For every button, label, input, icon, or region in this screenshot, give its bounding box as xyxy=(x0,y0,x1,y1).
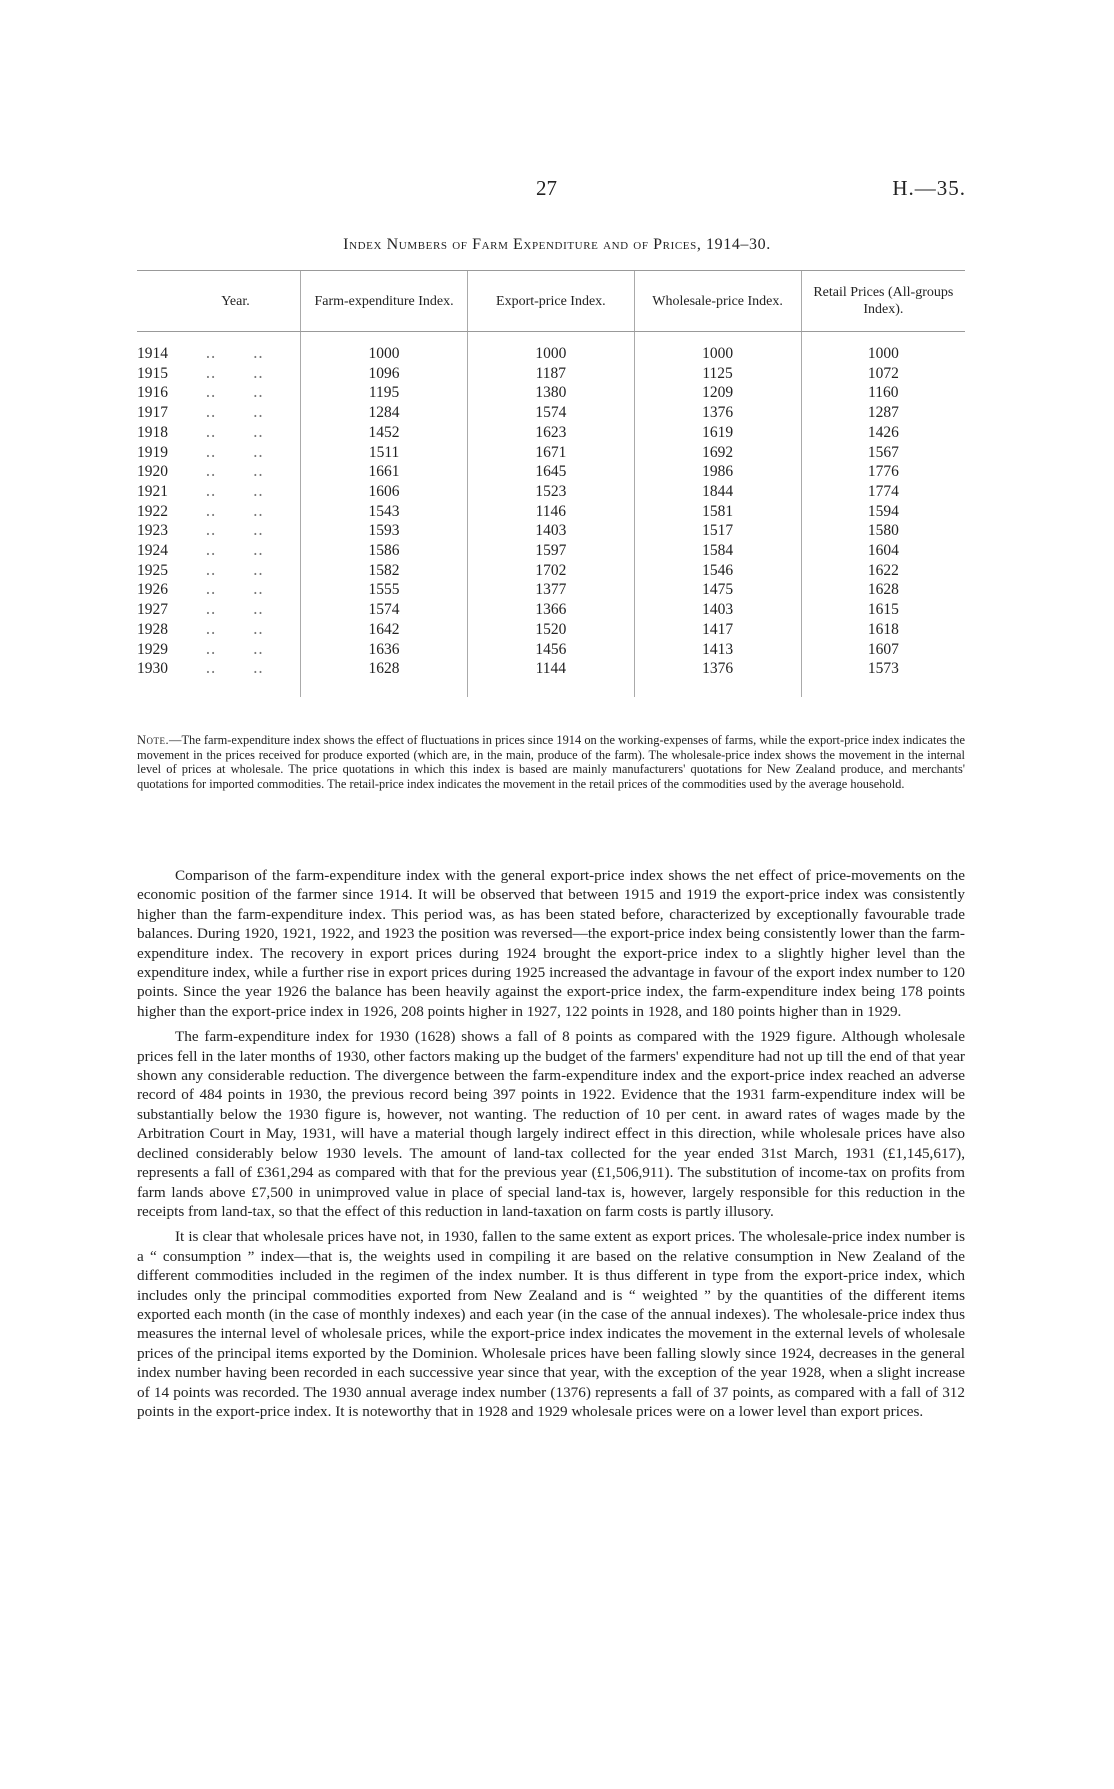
cell-retail-prices: 1615 xyxy=(801,600,965,620)
spacer-cell xyxy=(137,679,205,697)
cell-wholesale-price: 1209 xyxy=(634,383,801,403)
cell-year: 1923 xyxy=(137,522,168,540)
table-row xyxy=(137,383,965,403)
cell-year: 1917 xyxy=(137,404,168,422)
cell-year: 1919 xyxy=(137,443,168,461)
table-row xyxy=(137,502,965,522)
cell-retail-prices: 1000 xyxy=(801,332,965,364)
table-row xyxy=(137,423,965,443)
note-lead: Note. xyxy=(137,733,170,747)
cell-wholesale-price: 1619 xyxy=(634,423,801,443)
table-title: Index Numbers of Farm Expenditure and of Prices, 1914–30. xyxy=(343,236,771,253)
cell-farm-expenditure: 1511 xyxy=(300,443,467,463)
leader-dots: ‥ ‥ xyxy=(205,463,266,481)
cell-retail-prices: 1580 xyxy=(801,521,965,541)
index-numbers-table xyxy=(137,270,965,697)
table-row xyxy=(137,620,965,640)
leader-dots: ‥ ‥ xyxy=(205,561,266,579)
cell-retail-prices: 1607 xyxy=(801,640,965,660)
cell-export-price: 1377 xyxy=(468,580,634,600)
table-row xyxy=(137,600,965,620)
cell-wholesale-price: 1581 xyxy=(634,502,801,522)
cell-wholesale-price: 1517 xyxy=(634,521,801,541)
cell-export-price: 1456 xyxy=(468,640,634,660)
column-header-wholesale-price: Wholesale-price Index. xyxy=(634,271,801,332)
leader-dots: ‥ ‥ xyxy=(205,620,266,638)
paragraph: Comparison of the farm-expenditure index with the general export-price index shows the net effect of price-movements on the economic position of the farmer since 1914. It will be observed that between 1915 and 1919 the export-price index was consistently higher than the farm-expenditure index. This period was, as has been stated before, characterized by exceptionally favourable trade balances. During 1920, 1921, 1922, and 1923 the position was reversed—the export-price index being consistently lower than the farm-expenditure index. The recovery in export prices during 1924 brought the export-price index to a slightly higher level than the expenditure index, while a further rise in export prices during 1925 increased the advantage in favour of the export index number to 120 points. Since the year 1926 the balance has been heavily against the export-price index, the farm-expenditure index being 178 points higher than the export-price index in 1926, 208 points higher in 1927, 122 points in 1928, and 180 points higher than in 1929. xyxy=(137,867,965,1020)
table-row xyxy=(137,640,965,660)
cell-retail-prices: 1628 xyxy=(801,580,965,600)
leader-dots: ‥ ‥ xyxy=(205,660,266,678)
cell-farm-expenditure: 1606 xyxy=(300,482,467,502)
cell-farm-expenditure: 1661 xyxy=(300,462,467,482)
leader-dots: ‥ ‥ xyxy=(205,502,266,520)
document-reference: H.—35. xyxy=(892,176,966,200)
cell-wholesale-price: 1546 xyxy=(634,561,801,581)
cell-farm-expenditure: 1574 xyxy=(300,600,467,620)
leader-dots: ‥ ‥ xyxy=(205,482,266,500)
cell-export-price: 1000 xyxy=(468,332,634,364)
cell-year: 1929 xyxy=(137,640,168,658)
cell-export-price: 1574 xyxy=(468,403,634,423)
table-row xyxy=(137,482,965,502)
cell-wholesale-price: 1413 xyxy=(634,640,801,660)
cell-export-price: 1380 xyxy=(468,383,634,403)
cell-farm-expenditure: 1642 xyxy=(300,620,467,640)
cell-wholesale-price: 1000 xyxy=(634,332,801,364)
table-row xyxy=(137,541,965,561)
table-body xyxy=(137,332,965,697)
cell-retail-prices: 1287 xyxy=(801,403,965,423)
cell-export-price: 1403 xyxy=(468,521,634,541)
leader-dots: ‥ ‥ xyxy=(205,364,266,382)
cell-wholesale-price: 1692 xyxy=(634,443,801,463)
cell-export-price: 1671 xyxy=(468,443,634,463)
table-header-row xyxy=(137,271,965,332)
cell-farm-expenditure: 1543 xyxy=(300,502,467,522)
cell-wholesale-price: 1475 xyxy=(634,580,801,600)
leader-dots: ‥ ‥ xyxy=(205,601,266,619)
cell-export-price: 1144 xyxy=(468,659,634,679)
cell-retail-prices: 1622 xyxy=(801,561,965,581)
cell-retail-prices: 1160 xyxy=(801,383,965,403)
cell-year: 1926 xyxy=(137,581,168,599)
cell-retail-prices: 1426 xyxy=(801,423,965,443)
table-row xyxy=(137,332,965,364)
cell-farm-expenditure: 1195 xyxy=(300,383,467,403)
paragraph: The farm-expenditure index for 1930 (1628) shows a fall of 8 points as compared with the 1929 figure. Although wholesale prices fell in the later months of 1930, other factors making up the budget of the farmers' expenditure had not up till the end of that year shown any considerable reduction. The divergence between the farm-expenditure index and the export-price index reached an adverse record of 484 points in 1930, the previous record being 397 points in 1922. Evidence that the 1931 farm-expenditure index will be substantially below the 1930 figure is, however, not wanting. The reduction of 10 per cent. in award rates of wages made by the Arbitration Court in May, 1931, will have a material though largely indirect effect in this direction, while wholesale prices have also declined considerably below 1930 levels. The amount of land-tax collected for the year ended 31st March, 1931 (£1,145,617), represents a fall of £361,294 as compared with that for the previous year (£1,506,911). The substitution of income-tax on profits from farm lands above £7,500 in unimproved value in place of special land-tax is, however, largely responsible for this reduction in the receipts from land-tax, so that the effect of this reduction in land-taxation on farm costs is partly illusory. xyxy=(137,1028,965,1220)
column-header-retail-prices: Retail Prices (All-groups Index). xyxy=(801,271,965,332)
cell-year: 1918 xyxy=(137,423,168,441)
cell-wholesale-price: 1403 xyxy=(634,600,801,620)
leader-dots: ‥ ‥ xyxy=(205,345,266,362)
cell-farm-expenditure: 1096 xyxy=(300,364,467,384)
cell-year: 1930 xyxy=(137,660,168,678)
cell-farm-expenditure: 1284 xyxy=(300,403,467,423)
cell-year: 1928 xyxy=(137,620,168,638)
cell-retail-prices: 1573 xyxy=(801,659,965,679)
table-row xyxy=(137,561,965,581)
cell-export-price: 1520 xyxy=(468,620,634,640)
leader-dots: ‥ ‥ xyxy=(205,522,266,540)
leader-dots: ‥ ‥ xyxy=(205,423,266,441)
column-header-export-price: Export-price Index. xyxy=(468,271,634,332)
cell-year: 1915 xyxy=(137,364,168,382)
cell-farm-expenditure: 1628 xyxy=(300,659,467,679)
cell-export-price: 1623 xyxy=(468,423,634,443)
cell-year: 1921 xyxy=(137,482,168,500)
table-spacer-row xyxy=(137,679,965,697)
cell-retail-prices: 1618 xyxy=(801,620,965,640)
cell-farm-expenditure: 1582 xyxy=(300,561,467,581)
cell-year: 1924 xyxy=(137,542,168,560)
leader-dots: ‥ ‥ xyxy=(205,640,266,658)
cell-year: 1914 xyxy=(137,345,168,362)
cell-retail-prices: 1774 xyxy=(801,482,965,502)
cell-year: 1927 xyxy=(137,601,168,619)
table-row xyxy=(137,521,965,541)
leader-dots: ‥ ‥ xyxy=(205,542,266,560)
table-row xyxy=(137,462,965,482)
table-note xyxy=(137,733,965,791)
cell-wholesale-price: 1376 xyxy=(634,659,801,679)
cell-wholesale-price: 1584 xyxy=(634,541,801,561)
cell-wholesale-price: 1417 xyxy=(634,620,801,640)
paragraph: It is clear that wholesale prices have not, in 1930, fallen to the same extent as export prices. The wholesale-price index number is a “ consumption ” index—that is, the weights used in compiling it are based on the relative consumption in New Zealand of the different commodities included in the regimen of the index number. It is thus different in type from the export-price index, which includes only the principal commodities exported from New Zealand and is “ weighted ” by the quantities of the different items exported each month (in the case of monthly indexes) and each year (in the case of the annual indexes). The wholesale-price index thus measures the internal level of wholesale prices, while the export-price index indicates the movement in the external levels of wholesale prices of the principal items exported by the Dominion. Wholesale prices have been falling slowly since 1924, decreases in the general index number having been recorded in each successive year since that year, with the exception of the year 1928, when a slight increase of 14 points was recorded. The 1930 annual average index number (1376) represents a fall of 37 points, as compared with a fall of 312 points in the export-price index. It is noteworthy that in 1928 and 1929 wholesale prices were on a lower level than export prices. xyxy=(137,1228,965,1420)
cell-year: 1916 xyxy=(137,384,168,402)
leader-dots: ‥ ‥ xyxy=(205,443,266,461)
spacer-cell xyxy=(468,679,634,697)
cell-wholesale-price: 1844 xyxy=(634,482,801,502)
cell-farm-expenditure: 1593 xyxy=(300,521,467,541)
spacer-cell xyxy=(801,679,965,697)
column-header-year: Year. xyxy=(137,271,300,332)
table-row xyxy=(137,364,965,384)
column-header-farm-expenditure: Farm-expenditure Index. xyxy=(300,271,467,332)
cell-wholesale-price: 1986 xyxy=(634,462,801,482)
leader-dots: ‥ ‥ xyxy=(205,404,266,422)
cell-export-price: 1597 xyxy=(468,541,634,561)
leader-dots: ‥ ‥ xyxy=(205,581,266,599)
cell-year: 1920 xyxy=(137,463,168,481)
cell-retail-prices: 1567 xyxy=(801,443,965,463)
note-text: —The farm-expenditure index shows the effect of fluctuations in prices since 1914 on the working-expenses of farms, while the export-price index indicates the movement in the prices received for produce exported (which are, in the main, produce of the farm). The wholesale-price index shows the movement in the internal level of prices at wholesale. The price quotations in which this index is based are mainly manufacturers' quotations for New Zealand produce, and merchants' quotations for imported commodities. The retail-price index indicates the movement in the retail prices of the commodities used by the average household. xyxy=(137,733,965,791)
cell-farm-expenditure: 1636 xyxy=(300,640,467,660)
page-number: 27 xyxy=(536,176,557,200)
cell-retail-prices: 1776 xyxy=(801,462,965,482)
cell-retail-prices: 1594 xyxy=(801,502,965,522)
cell-wholesale-price: 1125 xyxy=(634,364,801,384)
leader-dots: ‥ ‥ xyxy=(205,384,266,402)
cell-export-price: 1645 xyxy=(468,462,634,482)
cell-export-price: 1366 xyxy=(468,600,634,620)
cell-farm-expenditure: 1586 xyxy=(300,541,467,561)
cell-farm-expenditure: 1000 xyxy=(300,332,467,364)
spacer-cell xyxy=(634,679,801,697)
table-row xyxy=(137,403,965,423)
cell-year: 1925 xyxy=(137,561,168,579)
cell-export-price: 1187 xyxy=(468,364,634,384)
cell-retail-prices: 1072 xyxy=(801,364,965,384)
cell-export-price: 1702 xyxy=(468,561,634,581)
page-header xyxy=(0,176,1114,206)
cell-retail-prices: 1604 xyxy=(801,541,965,561)
table-row xyxy=(137,659,965,679)
cell-farm-expenditure: 1555 xyxy=(300,580,467,600)
table-row xyxy=(137,443,965,463)
cell-export-price: 1146 xyxy=(468,502,634,522)
cell-year: 1922 xyxy=(137,502,168,520)
spacer-cell xyxy=(300,679,467,697)
cell-wholesale-price: 1376 xyxy=(634,403,801,423)
cell-export-price: 1523 xyxy=(468,482,634,502)
cell-farm-expenditure: 1452 xyxy=(300,423,467,443)
spacer-cell xyxy=(205,679,300,697)
table-row xyxy=(137,580,965,600)
body-text xyxy=(137,866,965,1427)
